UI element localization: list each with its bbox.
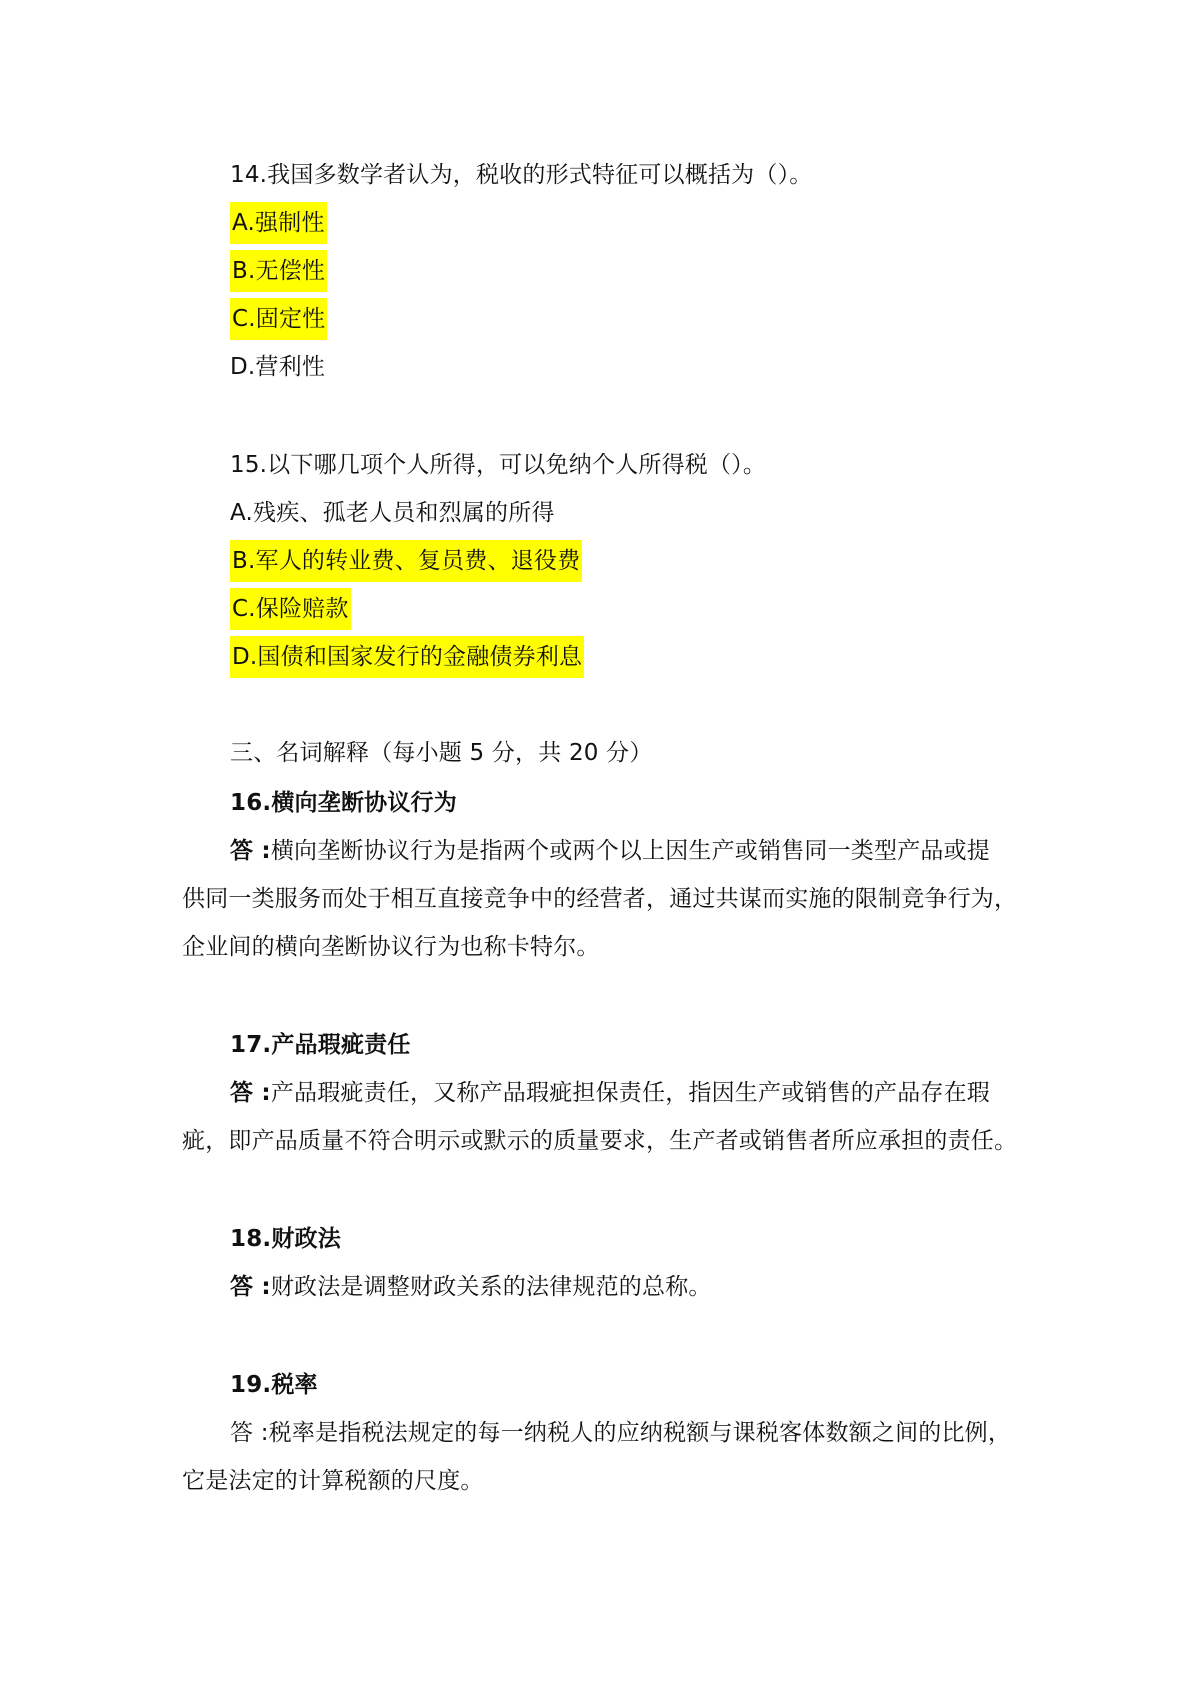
q19-answer-line-2: 它是法定的计算税额的尺度。 xyxy=(182,1468,484,1494)
q17-title: 17.产品瑕疵责任 xyxy=(230,1032,411,1058)
highlight-mark: B.无偿性 xyxy=(230,250,327,292)
q18-answer-line-1: 答 :财政法是调整财政关系的法律规范的总称。 xyxy=(230,1274,712,1300)
answer-label: 答 : xyxy=(230,838,271,864)
q16-answer-line-2: 供同一类服务而处于相互直接竞争中的经营者，通过共谋而实施的限制竞争行为， xyxy=(182,886,1018,912)
q15-option-a: A.残疾、孤老人员和烈属的所得 xyxy=(230,500,555,526)
highlight-mark: C.保险赔款 xyxy=(230,588,351,630)
highlight-mark: A.强制性 xyxy=(230,202,327,244)
highlight-mark: C.固定性 xyxy=(230,298,327,340)
q17-answer-line-2: 疵，即产品质量不符合明示或默示的质量要求，生产者或销售者所应承担的责任。 xyxy=(182,1128,1018,1154)
answer-label: 答 : xyxy=(230,1274,271,1300)
q16-answer-line-1: 答 :横向垄断协议行为是指两个或两个以上因生产或销售同一类型产品或提 xyxy=(230,838,991,864)
q16-title: 16.横向垄断协议行为 xyxy=(230,790,457,816)
q17-answer-line-1: 答 :产品瑕疵责任，又称产品瑕疵担保责任，指因生产或销售的产品存在瑕 xyxy=(230,1080,991,1106)
q14-stem: 14.我国多数学者认为，税收的形式特征可以概括为（）。 xyxy=(230,162,813,188)
q14-option-b xyxy=(230,256,327,286)
answer-label: 答 : xyxy=(230,1420,269,1446)
q15-stem: 15.以下哪几项个人所得，可以免纳个人所得税（）。 xyxy=(230,452,767,478)
q19-answer-line-1: 答 :税率是指税法规定的每一纳税人的应纳税额与课税客体数额之间的比例， xyxy=(230,1420,1012,1446)
q15-option-d xyxy=(230,642,584,672)
highlight-mark: B.军人的转业费、复员费、退役费 xyxy=(230,540,582,582)
q18-title: 18.财政法 xyxy=(230,1226,341,1252)
q19-title: 19.税率 xyxy=(230,1372,318,1398)
q14-option-d: D.营利性 xyxy=(230,354,326,380)
q16-answer-line-3: 企业间的横向垄断协议行为也称卡特尔。 xyxy=(182,934,600,960)
q14-option-a xyxy=(230,208,327,238)
answer-label: 答 : xyxy=(230,1080,271,1106)
q15-option-b xyxy=(230,546,582,576)
q15-option-c xyxy=(230,594,351,624)
highlight-mark: D.国债和国家发行的金融债券利息 xyxy=(230,636,584,678)
section3-title: 三、名词解释（每小题 5 分，共 20 分） xyxy=(230,740,653,766)
q14-option-c xyxy=(230,304,327,334)
